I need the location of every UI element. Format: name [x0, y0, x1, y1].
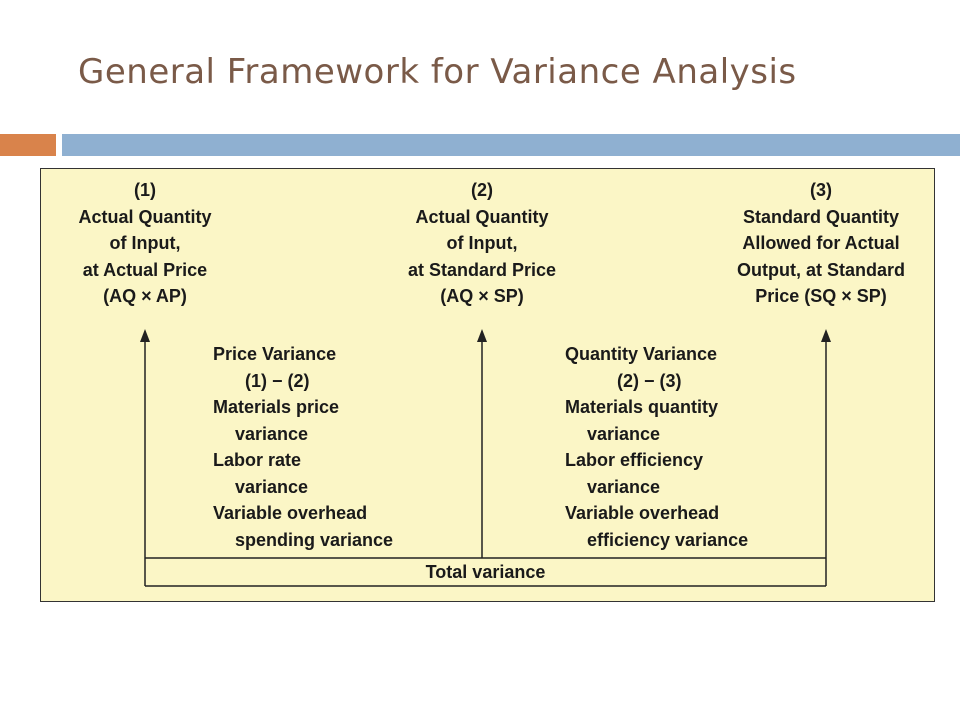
col1-line1: Actual Quantity	[78, 206, 212, 227]
col2-line2: of Input,	[446, 233, 518, 253]
col3-line3: Output, at Standard	[737, 259, 905, 280]
quantity-variance-item: Variable overhead	[565, 503, 720, 523]
col3-line2: Allowed for Actual	[742, 233, 900, 253]
slide-title: General Framework for Variance Analysis	[78, 52, 797, 92]
column-2-header	[377, 177, 587, 310]
quantity-variance-item: efficiency variance	[587, 529, 749, 550]
quantity-variance-item: variance	[587, 476, 661, 497]
col2-formula: (AQ × SP)	[440, 286, 524, 306]
price-variance-item: variance	[235, 423, 309, 444]
price-variance-item: Labor rate	[213, 450, 302, 470]
price-variance-title: Price Variance	[213, 344, 337, 364]
price-variance-formula: (1) − (2)	[245, 370, 310, 391]
quantity-variance-title: Quantity Variance	[565, 344, 718, 364]
price-variance-item: variance	[235, 476, 309, 497]
col2-line3: at Standard Price	[407, 259, 557, 280]
col3-line1: Standard Quantity	[742, 206, 899, 227]
quantity-variance-item: Labor efficiency	[565, 450, 704, 470]
arrowhead-1	[140, 329, 150, 342]
total-variance-label: Total variance	[425, 562, 546, 582]
quantity-variance-item: variance	[587, 423, 661, 444]
price-variance-item: Materials price	[213, 397, 340, 417]
col2-line1: Actual Quantity	[415, 206, 549, 227]
variance-framework-diagram	[40, 168, 935, 602]
price-variance-block	[213, 341, 453, 553]
col3-formula: Price (SQ × SP)	[755, 286, 887, 306]
price-variance-item: spending variance	[235, 529, 394, 550]
accent-bar-orange	[0, 134, 56, 156]
accent-bar-blue	[62, 134, 960, 156]
quantity-variance-item: Materials quantity	[565, 397, 719, 417]
price-variance-item: Variable overhead	[213, 503, 368, 523]
col3-number: (3)	[810, 180, 832, 200]
column-3-header	[713, 177, 929, 310]
col1-formula: (AQ × AP)	[103, 286, 187, 306]
arrowhead-3	[821, 329, 831, 342]
col1-line3: at Actual Price	[82, 259, 208, 280]
quantity-variance-formula: (2) − (3)	[617, 370, 682, 391]
quantity-variance-block	[565, 341, 815, 553]
column-1-header	[45, 177, 245, 310]
arrowhead-2	[477, 329, 487, 342]
col1-line2: of Input,	[109, 233, 181, 253]
col1-number: (1)	[134, 180, 156, 200]
col2-number: (2)	[471, 180, 493, 200]
